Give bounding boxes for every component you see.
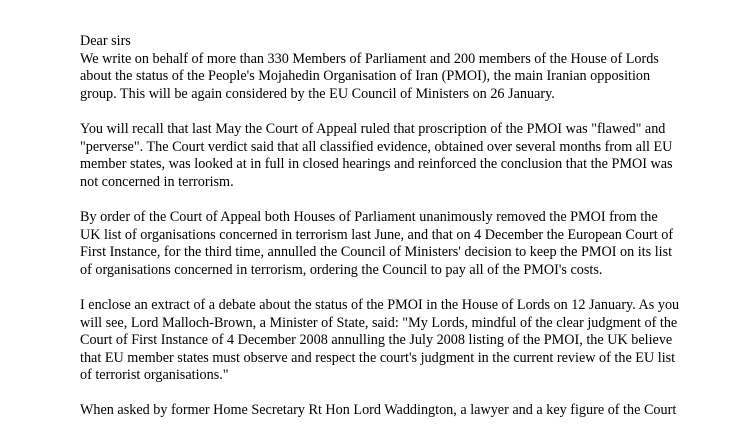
- paragraph-5: When asked by former Home Secretary Rt Hon Lord Waddington, a lawyer and a key figure of the Court: [80, 402, 677, 419]
- paragraph-2: You will recall that last May the Court of Appeal ruled that proscription of the PMOI was "flawed" and "perverse". The Court verdict said that all classified evidence, obtained over several months from all EU member states, was looked at in full in closed hearings and reinforced the conclusion that the PMOI was not concerned in terrorism.: [80, 120, 673, 190]
- paragraph-1: We write on behalf of more than 330 Members of Parliament and 200 members of the House of Lords about the status of the People's Mojahedin Organisation of Iran (PMOI), the main Iranian opposition group. This will be again considered by the EU Council of Ministers on 26 January.: [80, 50, 659, 102]
- paragraph-3: By order of the Court of Appeal both Houses of Parliament unanimously removed the PMOI from the UK list of organisations concerned in terrorism last June, and that on 4 December the European Court of First Instance, for the third time, annulled the Council of Ministers' decision to keep the PMOI on its list of organisations concerned in terrorism, ordering the Council to pay all of the PMOI's costs.: [80, 208, 674, 278]
- letter-body: [80, 33, 680, 438]
- salutation: Dear sirs: [80, 33, 131, 49]
- paragraph-4: I enclose an extract of a debate about the status of the PMOI in the House of Lords on 12 January. As you will see, Lord Malloch-Brown, a Minister of State, said: "My Lords, mindful of the clear judgment of the Court of First Instance of 4 December 2008 annulling the July 2008 listing of the PMOI, the UK believe that EU member states must observe and respect the court's judgment in the current review of the EU list of terrorist organisations.": [80, 296, 680, 384]
